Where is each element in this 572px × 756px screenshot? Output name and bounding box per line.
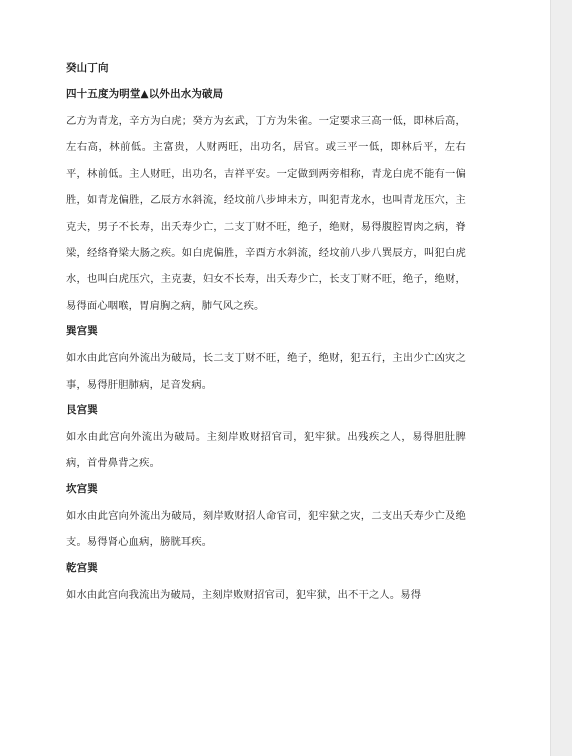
section-heading-kan: 坎宫巽 — [66, 482, 98, 495]
section-heading-gen: 艮宫巽 — [66, 404, 98, 417]
document-title: 癸山丁向 — [66, 62, 109, 74]
section-text-kan: 如水由此宫向外流出为破局，刻岸败财招人命官司，犯牢狱之灾，二支出夭寿少亡及绝支。易得肾心血病，膀胱耳疾。 — [66, 509, 466, 549]
section-text-gen: 如水由此宫向外流出为破局。主刻岸败财招官司，犯牢狱。出残疾之人，易得胆肚脾病，首骨鼻背之疾。 — [66, 431, 466, 470]
section-heading-xun: 巽宫巽 — [66, 325, 98, 338]
section-text-qian: 如水由此宫向我流出为破局，主刻岸败财招官司，犯牢狱，出不干之人。易得 — [66, 588, 422, 601]
section-heading-qian: 乾宫巽 — [66, 561, 98, 574]
document-subtitle: 四十五度为明堂▲以外出水为破局 — [66, 88, 224, 100]
document-body — [66, 60, 466, 608]
intro-paragraph: 乙方为青龙，辛方为白虎；癸方为玄武，丁方为朱雀。一定要求三高一低，即林后高，左右高，林前低。主富贵，人财两旺，出功名，居官。或三平一低，即林后平，左右平，林前低。主人财旺，出功名，吉祥平安。一定做到两旁相称，青龙白虎不能有一偏胜，如青龙偏胜，乙辰方水斜流，经坟前八步坤未方，叫犯青龙水，也叫青龙压穴，主克夫，男子不长寿，出夭寿少亡，二支丁财不旺，绝子，绝财，易得腹腔胃肉之病，脊梁，经络脊梁大肠之疾。如白虎偏胜，辛酉方水斜流，经坟前八步八巽辰方，叫犯白虎水，也叫白虎压穴，主克妻，妇女不长寿，出夭寿少亡，长支丁财不旺，绝子，绝财，易得面心咽喉，胃肩胸之病，肺气风之疾。 — [66, 115, 466, 312]
scrollbar-track[interactable] — [550, 0, 572, 756]
section-text-xun: 如水由此宫向外流出为破局，长二支丁财不旺，绝子，绝财，犯五行，主出少亡凶灾之事，易得肝胆肺病，足音发病。 — [66, 352, 466, 391]
